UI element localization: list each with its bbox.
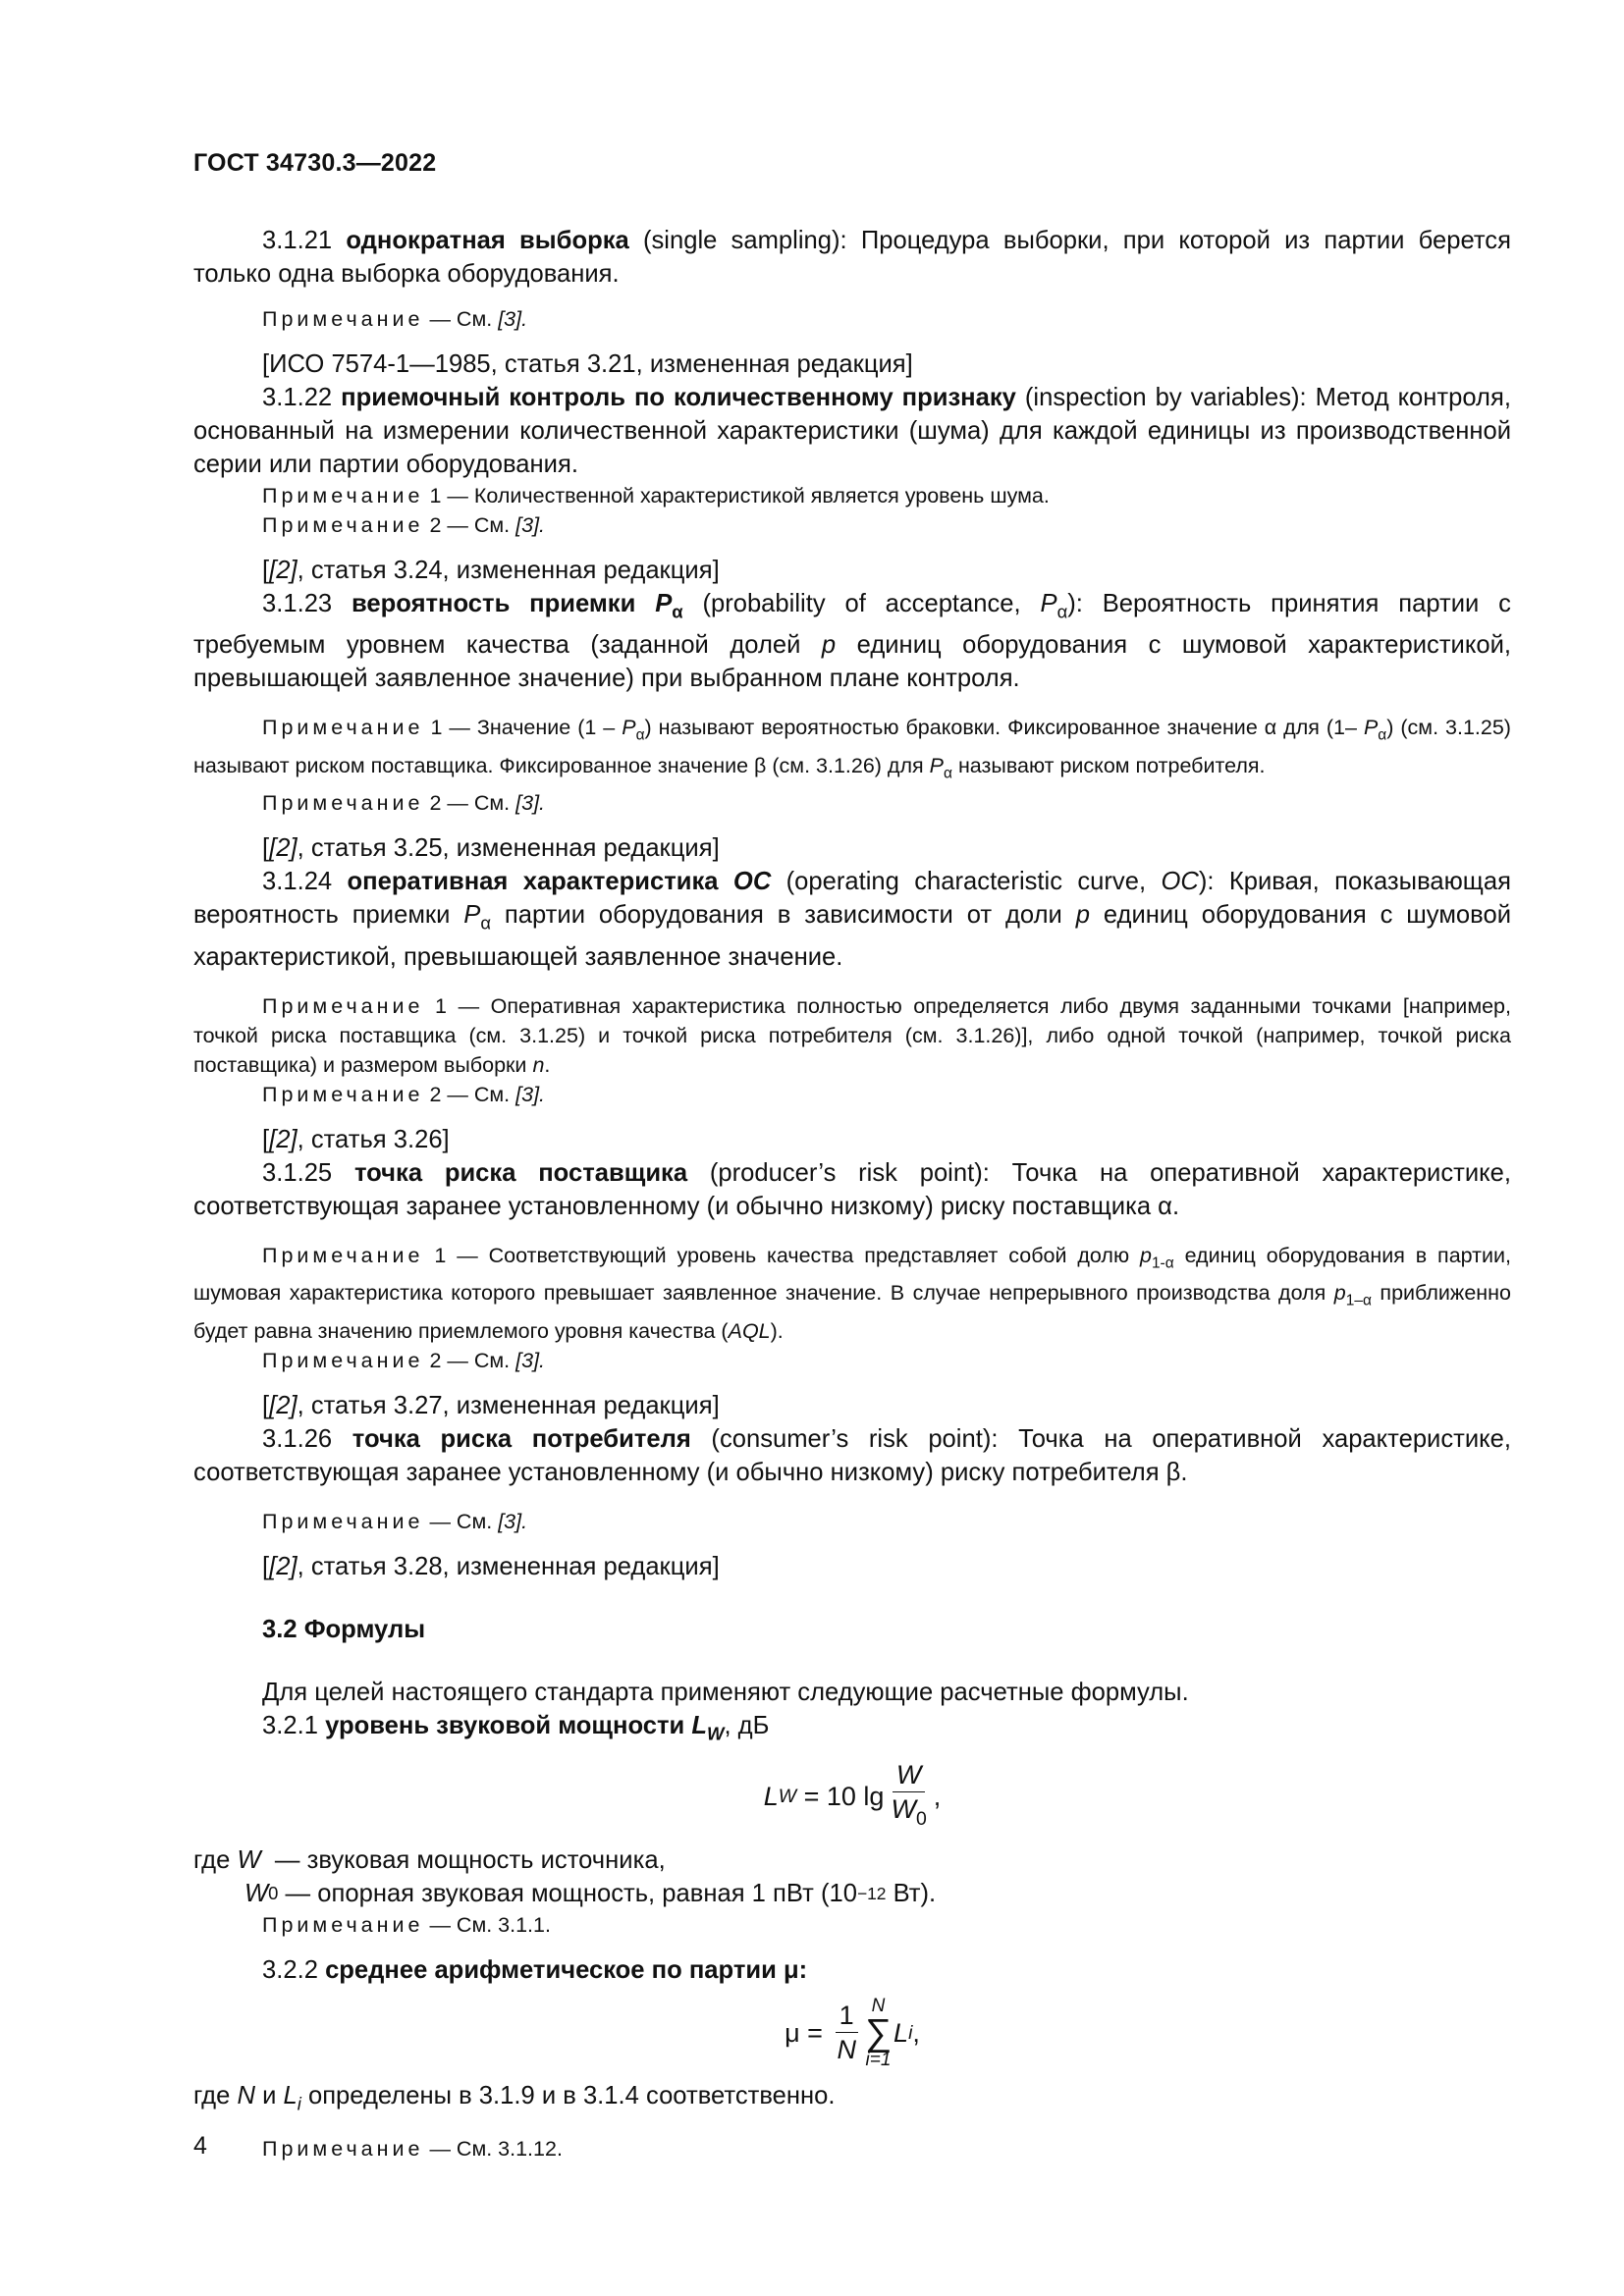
fraction: $\frac{1}{N}$ bbox=[837, 2001, 856, 2065]
section-heading: 3.2 Формулы bbox=[262, 1615, 426, 1643]
mean-formula: μ = $\frac{1}{N}$ N ∑ i=1 L i , bbox=[785, 1995, 920, 2070]
term-3-1-21: 3.1.21 однократная выборка (single sampling): Процедура выборки, при которой из партии берется только одна выборка оборудования. bbox=[193, 227, 1511, 288]
source-reference: [[2], статья 3.25, измененная редакция] bbox=[262, 834, 720, 863]
note-2: Примечание 2 — См. [3]. bbox=[262, 791, 546, 816]
term-3-1-22: 3.1.22 приемочный контроль по количественному признаку (inspection by variables): Метод контроля, основанный на измерении количественной характеристики (шума) для каждой единицы из производственной серии или партии оборудования. bbox=[193, 384, 1511, 478]
formula-heading: 3.2.2 среднее арифметическое по партии μ: bbox=[262, 1955, 808, 1984]
source-reference: [[2], статья 3.24, измененная редакция] bbox=[262, 557, 720, 584]
note-1: Примечание 1 — Оперативная характеристика полностью определяется либо двумя заданными точками [например, точкой риска поставщика (см. 3.1.25) и точкой риска потребителя (см. 3.1.26)], либо одной точкой (например, точкой риска поставщика) и размером выборки n. bbox=[193, 993, 1511, 1077]
term-name: точка риска потребителя bbox=[352, 1424, 691, 1453]
summation-operator: N ∑ i=1 bbox=[864, 1995, 893, 2070]
term-3-1-25: 3.1.25 точка риска поставщика (producer’s risk point): Точка на оперативной характеристике, соответствующая заранее установленному (и обычно низкому) риску поставщика α. bbox=[193, 1158, 1511, 1220]
source-reference: [[2], статья 3.27, измененная редакция] bbox=[262, 1391, 720, 1419]
paragraph: где N и $L_i$ определены в 3.1.9 и в 3.1.4 соответственно. bbox=[193, 2081, 836, 2114]
term-name: приемочный контроль по количественному признаку bbox=[341, 384, 1016, 411]
note-1: Примечание 1 — Количественной характеристикой является уровень шума. bbox=[262, 484, 1050, 507]
term-name: однократная выборка bbox=[346, 227, 629, 254]
note-1: Примечание 1 — Значение $(1 - P_\alpha)$ называют вероятностью браковки. Фиксированное значение α для (1– $P_\alpha$) (см. 3.1.25) называют риском поставщика. Фиксированное значение β (см. 3.1.26) для $P_\alpha$ называют риском потребителя. bbox=[193, 716, 1511, 782]
note-1: Примечание 1 — Соответствующий уровень качества представляет собой долю $p_{1-\alpha}$ единиц оборудования в партии, шумовая характеристика которого превышает заявленное значение. В случае непрерывного производства доля $p_{1-\alpha}$ приближенно будет равна значению приемлемого уровня качества (AQL). bbox=[193, 1243, 1511, 1343]
note-2: Примечание 2 — См. [3]. bbox=[262, 513, 546, 537]
note: Примечание — См. [3]. bbox=[262, 1509, 528, 1533]
note-2: Примечание 2 — См. [3]. bbox=[262, 1082, 546, 1106]
note: Примечание — См. 3.1.1. bbox=[262, 1912, 551, 1937]
where-list bbox=[193, 1843, 1511, 1910]
term-name: вероятность приемки bbox=[352, 590, 636, 617]
term-3-1-24: 3.1.24 оперативная характеристика OC (operating characteristic curve, OC): Кривая, показывающая вероятность приемки $P_\alpha$ партии оборудования в зависимости от доли p единиц оборудования с шумовой характеристикой, превышающей заявленное значение. bbox=[193, 868, 1511, 971]
fraction: $\frac{W}{W_0}$ bbox=[891, 1759, 927, 1830]
term-3-1-26: 3.1.26 точка риска потребителя (consumer’s risk point): Точка на оперативной характеристике, соответствующая заранее установленному (и обычно низкому) риску потребителя β. bbox=[193, 1424, 1511, 1486]
document-body bbox=[193, 224, 1511, 2163]
document-header: ГОСТ 34730.3—2022 bbox=[193, 149, 437, 177]
source-reference: [[2], статья 3.28, измененная редакция] bbox=[262, 1552, 720, 1580]
where-item: где W — звуковая мощность источника, bbox=[193, 1845, 666, 1874]
sound-power-formula: L W = 10 lg $\frac{W}{W_0}$ , bbox=[193, 1760, 1511, 1834]
where-item: W 0 — опорная звуковая мощность, равная 1 пВт (10 −12 Вт). bbox=[244, 1879, 937, 1907]
paragraph: Для целей настоящего стандарта применяют следующие расчетные формулы. bbox=[262, 1678, 1189, 1706]
term-name: точка риска поставщика bbox=[353, 1158, 688, 1187]
term-3-1-23: 3.1.23 вероятность приемки $P_\alpha$ (probability of acceptance, $P_\alpha$): Вероятность принятия партии с требуемым уровнем качества (заданной долей p единиц оборудования с шумовой характеристикой, превышающей заявленное значение) при выбранном плане контроля. bbox=[193, 590, 1511, 693]
note: Примечание — См. 3.1.12. bbox=[262, 2137, 563, 2162]
note: Примечание — См. [3]. bbox=[262, 307, 528, 331]
term-name: оперативная характеристика bbox=[347, 868, 719, 896]
source-reference: [ИСО 7574-1—1985, статья 3.21, измененная редакция] bbox=[262, 350, 913, 378]
source-reference: [[2], статья 3.26] bbox=[262, 1125, 450, 1153]
formula-heading: 3.2.1 уровень звуковой мощности $L_W$, дБ bbox=[262, 1711, 770, 1743]
note-2: Примечание 2 — См. [3]. bbox=[262, 1348, 546, 1372]
page-number: 4 bbox=[193, 2132, 207, 2160]
